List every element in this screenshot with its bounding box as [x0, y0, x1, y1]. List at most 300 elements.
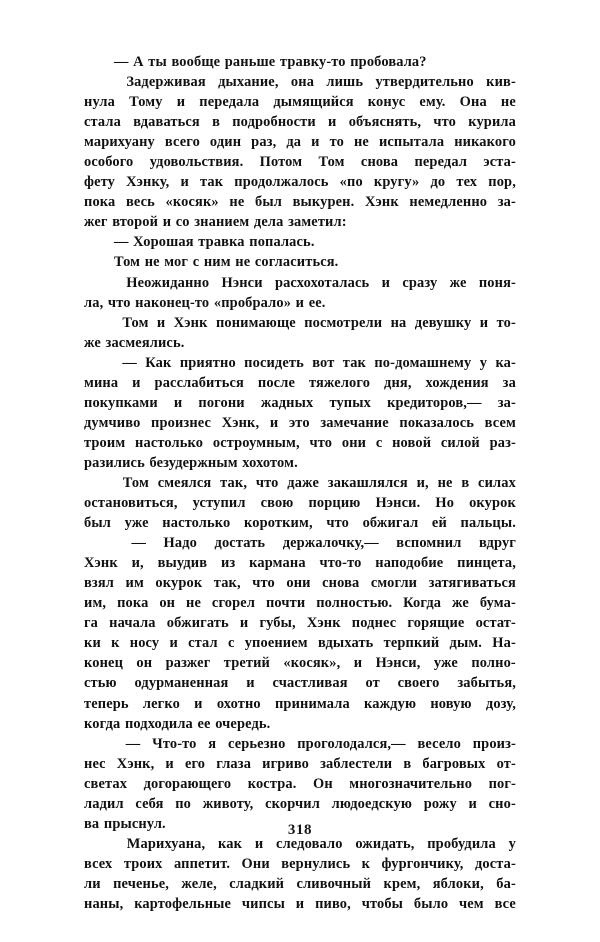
word: ба-	[496, 875, 516, 892]
word: Неожиданно	[126, 274, 210, 291]
word: что	[326, 515, 349, 532]
text-line	[84, 313, 516, 333]
word: новой	[392, 434, 432, 451]
word: —	[131, 535, 147, 552]
word: заблестели	[320, 755, 393, 772]
word: одурманенная	[134, 675, 229, 692]
text-line	[84, 653, 516, 673]
word: Хэнк	[84, 555, 118, 572]
word: продолжалось	[234, 174, 329, 191]
word: и,	[416, 474, 429, 491]
word: Хэнк,	[221, 414, 260, 431]
word: желе,	[181, 875, 217, 892]
word: что	[255, 474, 279, 491]
word: что	[252, 575, 275, 592]
word: весь	[125, 194, 155, 211]
word: произнес	[151, 414, 212, 431]
word: то	[329, 134, 344, 151]
word: думчиво	[84, 414, 141, 431]
text-line	[84, 112, 516, 132]
text-line	[84, 333, 516, 353]
text-line	[84, 493, 516, 513]
word: так	[200, 174, 224, 191]
word: им	[125, 575, 144, 592]
word: выкурен.	[292, 194, 355, 211]
word: дозу,	[485, 695, 516, 712]
word: —	[114, 54, 129, 70]
word: Потом	[259, 154, 303, 171]
word: покупками	[84, 394, 158, 411]
word: расслабиться	[154, 374, 244, 391]
text-line	[84, 373, 516, 393]
word: ей	[431, 515, 447, 532]
word: от	[365, 675, 380, 692]
word: терпкий	[383, 635, 440, 652]
text-line	[84, 252, 516, 272]
word: дымящийся	[273, 94, 354, 111]
word: вообще	[171, 54, 221, 70]
word: рожу	[423, 795, 457, 812]
word: что	[433, 114, 456, 131]
word: Она	[459, 94, 487, 111]
word: они	[286, 575, 311, 592]
word: и,	[131, 555, 144, 572]
word: «косяк»	[165, 194, 219, 211]
word: снова	[360, 154, 399, 171]
text-line	[84, 754, 516, 774]
word: произ-	[472, 735, 516, 752]
word: марихуану	[84, 134, 155, 151]
word: «косяк»,	[283, 655, 341, 672]
word: крем,	[383, 875, 421, 892]
word: уже	[433, 655, 458, 672]
paragraph-indent	[84, 232, 114, 252]
word: удовольствия.	[149, 154, 244, 171]
text-line	[84, 52, 516, 72]
word: он	[136, 655, 153, 672]
word: светах	[84, 775, 128, 792]
word: хождения	[425, 374, 489, 391]
text-line	[84, 533, 516, 553]
word: пробудила	[427, 835, 496, 852]
word: троим	[84, 434, 126, 451]
word: новую	[430, 695, 472, 712]
word: Том	[122, 314, 149, 331]
word: и	[328, 114, 337, 131]
word: конец	[84, 655, 124, 672]
word: нула	[84, 94, 115, 111]
paragraph-indent	[84, 533, 114, 553]
word: не	[353, 134, 369, 151]
word: и	[180, 174, 189, 191]
word: раз,	[251, 134, 277, 151]
word: Нэнси	[221, 274, 263, 291]
word: Тому	[129, 94, 163, 111]
word: Хэнк,	[116, 755, 155, 772]
word: фургончику,	[381, 855, 464, 872]
text-line	[84, 192, 516, 212]
word: кредиторов,—	[387, 394, 482, 411]
word: доста-	[474, 855, 516, 872]
word: тяжелого	[308, 374, 371, 391]
word: по-домашнему	[374, 354, 472, 371]
word: второй	[112, 214, 159, 231]
word: тех	[456, 174, 478, 191]
word: теперь	[84, 695, 129, 712]
word: из	[220, 555, 236, 572]
word: ва	[84, 815, 100, 832]
word: и	[254, 835, 264, 852]
word: не	[235, 254, 251, 271]
word: ла,	[84, 294, 104, 311]
word: яблоки,	[432, 875, 484, 892]
word: Хорошая	[133, 234, 194, 251]
word: его	[184, 755, 206, 772]
word: и	[173, 394, 183, 411]
word: достать	[214, 535, 266, 552]
word: испытала	[378, 134, 445, 151]
word: у	[508, 835, 516, 852]
word: так	[342, 354, 366, 371]
word: костра.	[247, 775, 297, 792]
word: за-	[497, 394, 516, 411]
word: счастливая	[272, 675, 348, 692]
word: аппетит.	[173, 855, 231, 872]
word: и	[295, 294, 305, 311]
word: ладил	[84, 795, 124, 812]
word: ее	[197, 715, 211, 732]
word: мог	[164, 254, 189, 271]
word: Хэнк	[364, 194, 399, 211]
word: нес	[84, 755, 106, 772]
word: смогли	[370, 575, 418, 592]
word: охотно	[216, 695, 261, 712]
word: эста-	[483, 154, 516, 171]
word: кругу»	[373, 174, 420, 191]
text-line	[84, 273, 516, 293]
word: принимала	[274, 695, 350, 712]
word: тупых	[329, 394, 371, 411]
word: не	[186, 595, 202, 612]
word: третий	[223, 655, 270, 672]
word: и	[479, 314, 489, 331]
word: у	[479, 354, 488, 371]
word: «по	[339, 174, 363, 191]
word: дыхание,	[218, 74, 279, 91]
text-line	[84, 854, 516, 874]
word: скорчил	[265, 795, 320, 812]
word: упоением	[244, 635, 308, 652]
word: травка	[198, 234, 245, 251]
word: Хэнк	[173, 314, 208, 331]
word: со	[175, 214, 190, 231]
word: так,	[213, 575, 241, 592]
word: посидеть	[244, 354, 304, 371]
word: полностью.	[316, 595, 393, 612]
word: и	[295, 895, 305, 912]
word: да	[286, 134, 302, 151]
word: Он	[312, 775, 333, 792]
word: так,	[220, 474, 248, 491]
word: ожидать,	[355, 835, 415, 852]
text-line	[84, 353, 516, 373]
word: порцию	[308, 495, 361, 512]
text-line	[84, 453, 516, 473]
word: особого	[84, 154, 134, 171]
word: что-то	[319, 555, 362, 572]
word: дела	[253, 214, 284, 231]
word: и	[311, 134, 320, 151]
word: передала	[199, 94, 260, 111]
word: силах	[478, 474, 516, 491]
word: не	[437, 474, 453, 491]
word: же	[449, 274, 467, 291]
word: Они	[241, 855, 270, 872]
word: им,	[84, 595, 107, 612]
word: Надо	[163, 535, 198, 552]
word: разились	[84, 454, 145, 471]
paragraph-indent	[84, 52, 114, 72]
word: ее.	[308, 294, 326, 311]
word: что	[107, 294, 131, 311]
word: Хэнк	[306, 615, 341, 632]
word: и	[269, 414, 279, 431]
word: начала	[109, 615, 156, 632]
word: заметил:	[288, 214, 347, 231]
word: пор,	[488, 174, 516, 191]
page-text-block	[84, 52, 516, 914]
word: хохотом.	[242, 454, 298, 471]
word: травку-то	[279, 54, 346, 70]
word: же	[84, 334, 101, 351]
word: пока	[117, 595, 149, 612]
word: засмеялись.	[105, 334, 185, 351]
word: не	[144, 254, 160, 271]
word: за	[502, 374, 516, 391]
word: и	[162, 214, 172, 231]
word: пальцы.	[460, 515, 516, 532]
word: согласиться.	[254, 254, 339, 271]
word: курила	[468, 114, 516, 131]
word: стал	[188, 635, 218, 652]
text-line	[84, 573, 516, 593]
word: проголодался,—	[297, 735, 406, 752]
word: все	[494, 895, 516, 912]
word: и	[381, 274, 391, 291]
word: окурок	[155, 575, 203, 592]
word: ты	[148, 54, 167, 70]
word: животу,	[202, 795, 254, 812]
text-line	[84, 172, 516, 192]
word: к	[361, 855, 371, 872]
word: был	[254, 194, 282, 211]
word: был	[84, 515, 111, 532]
word: даже	[287, 474, 319, 491]
word: с	[227, 635, 235, 652]
word: печенье,	[113, 875, 169, 892]
word: остановиться,	[84, 495, 178, 512]
paragraph-indent	[84, 273, 114, 293]
word: троих	[123, 855, 163, 872]
word: вдаваться	[133, 114, 200, 131]
text-line	[84, 613, 516, 633]
word: своего	[397, 675, 440, 692]
word: и	[132, 374, 141, 391]
word: ка-	[495, 354, 516, 371]
paragraph-indent	[84, 252, 114, 272]
word: пинцета,	[457, 555, 516, 572]
text-line	[84, 72, 516, 92]
word: немедленно	[409, 194, 488, 211]
text-line	[84, 232, 516, 252]
word: погони	[198, 394, 245, 411]
word: —	[122, 354, 137, 371]
text-line	[84, 433, 516, 453]
word: всего	[164, 134, 200, 151]
word: я	[208, 735, 217, 752]
word: после	[257, 374, 295, 391]
word: Том	[114, 254, 141, 271]
word: посмотрели	[304, 314, 383, 331]
text-line	[84, 132, 516, 152]
word: горящие	[407, 615, 465, 632]
word: Нэнси,	[375, 655, 421, 672]
word: то-	[496, 314, 516, 331]
word: Когда	[403, 595, 442, 612]
word: она	[290, 74, 315, 91]
word: Марихуана,	[126, 835, 206, 852]
word: сладкий	[229, 875, 285, 892]
word: никакого	[454, 134, 516, 151]
word: и	[239, 615, 249, 632]
word: стала	[84, 114, 121, 131]
word: как	[218, 835, 243, 852]
word: и	[246, 675, 255, 692]
word: за-	[497, 194, 516, 211]
word: знанием	[194, 214, 250, 231]
word: картофельные	[134, 895, 232, 912]
word: чем	[459, 895, 484, 912]
text-line	[84, 774, 516, 794]
word: глаза	[216, 755, 252, 772]
word: это	[288, 414, 310, 431]
word: не	[500, 94, 516, 111]
text-line	[84, 734, 516, 754]
word: что	[309, 434, 333, 451]
word: и	[169, 635, 178, 652]
word: объяснять,	[348, 114, 422, 131]
word: настолько	[162, 515, 231, 532]
word: замечание	[320, 414, 389, 431]
word: стью	[84, 675, 117, 692]
word: раз-	[489, 434, 516, 451]
word: Но	[435, 495, 455, 512]
word: дня,	[384, 374, 412, 391]
word: до	[430, 174, 446, 191]
word: ли	[84, 875, 101, 892]
word: вернулись	[281, 855, 351, 872]
word: понимающе	[215, 314, 296, 331]
word: га	[84, 615, 99, 632]
word: Том	[318, 154, 345, 171]
word: раньше	[224, 54, 276, 70]
word: следовало	[276, 835, 343, 852]
word: прыснул.	[103, 815, 166, 832]
word: наконец-то	[135, 294, 210, 311]
word: пробовала?	[350, 54, 427, 70]
word: почти	[265, 595, 306, 612]
word: На-	[492, 635, 516, 652]
word: и	[165, 755, 174, 772]
word: вспомнил	[396, 535, 462, 552]
word: А	[133, 54, 144, 70]
word: кармана	[249, 555, 306, 572]
word: подробности	[232, 114, 316, 131]
word: жадных	[260, 394, 314, 411]
word: каждую	[364, 695, 417, 712]
word: выудив	[157, 555, 208, 572]
word: настолько	[135, 434, 204, 451]
word: ему.	[419, 94, 446, 111]
word: подходила	[124, 715, 193, 732]
word: ним	[203, 254, 231, 271]
word: чипсы	[241, 895, 285, 912]
word: весело	[417, 735, 461, 752]
word: чтобы	[361, 895, 404, 912]
word: вот	[312, 354, 335, 371]
word: догорающего	[143, 775, 232, 792]
word: с	[192, 254, 200, 271]
word: безудержным	[149, 454, 238, 471]
word: —	[125, 735, 141, 752]
word: смеялся	[157, 474, 212, 491]
word: поднес	[351, 615, 397, 632]
word: приятно	[179, 354, 236, 371]
word: игриво	[262, 755, 310, 772]
word: к	[111, 635, 120, 652]
word: свою	[260, 495, 294, 512]
word: остроумным,	[212, 434, 300, 451]
word: жег	[84, 214, 108, 231]
text-line	[84, 293, 516, 313]
text-line	[84, 794, 516, 814]
word: и	[353, 655, 363, 672]
paragraph-indent	[84, 473, 114, 493]
text-line	[84, 513, 516, 533]
word: на	[390, 314, 407, 331]
word: багровых	[422, 755, 486, 772]
word: остат-	[475, 615, 516, 632]
word: уже	[124, 515, 149, 532]
paragraph-indent	[84, 734, 114, 754]
word: и	[156, 314, 166, 331]
word: мина	[84, 374, 119, 391]
word: обжигал	[362, 515, 419, 532]
word: утвердительно	[375, 74, 474, 91]
page-number: 318	[287, 822, 313, 838]
word: Что-то	[152, 735, 197, 752]
word: сно-	[488, 795, 516, 812]
word: же	[452, 595, 469, 612]
word: наны,	[84, 895, 124, 912]
word: он	[159, 595, 176, 612]
word: ки	[84, 635, 101, 652]
word: конус	[367, 94, 406, 111]
text-line	[84, 874, 516, 894]
word: сгорел	[211, 595, 256, 612]
text-line	[84, 212, 516, 232]
word: «пробрало»	[213, 294, 292, 311]
